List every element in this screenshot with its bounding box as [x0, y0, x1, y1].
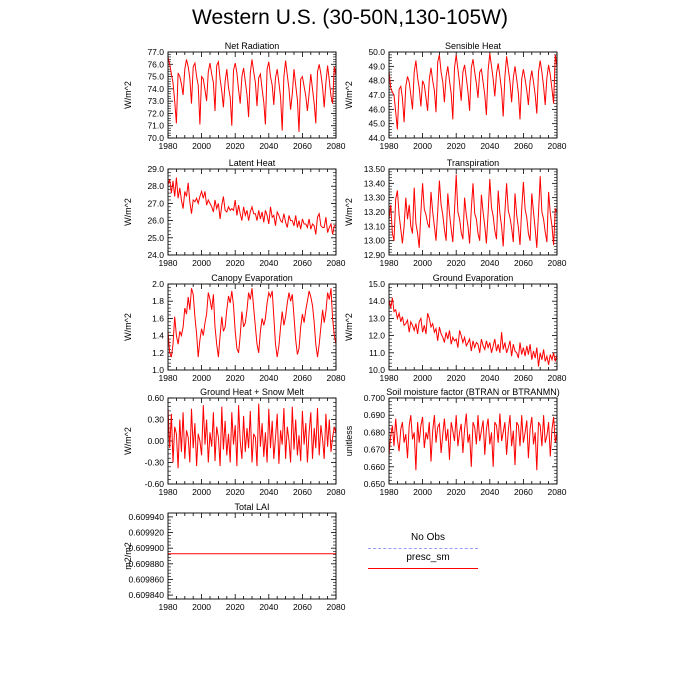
y-tick-label: 0.700	[363, 393, 385, 403]
x-tick-label: 2080	[326, 141, 346, 151]
x-tick-label: 2020	[225, 258, 245, 268]
panel-title: Ground Evaporation	[432, 273, 514, 283]
y-tick-label: 13.40	[363, 178, 385, 189]
x-tick-label: 2060	[292, 258, 312, 268]
y-tick-label: 0.680	[363, 427, 385, 438]
series-line	[389, 298, 557, 367]
x-tick-label: 2040	[259, 373, 279, 383]
x-tick-label: 1980	[158, 487, 178, 497]
x-tick-label: 2080	[326, 373, 346, 383]
x-tick-label: 2060	[513, 373, 533, 383]
y-tick-label: 0.00	[147, 436, 164, 446]
y-tick-label: 47.0	[368, 90, 385, 100]
y-tick-label: 24.0	[147, 250, 164, 260]
y-tick-label: 13.10	[363, 221, 385, 232]
x-tick-label: 2080	[326, 258, 346, 268]
y-tick-label: 77.0	[147, 47, 164, 57]
chart-panel	[123, 387, 346, 497]
x-tick-label: 2060	[513, 258, 533, 268]
x-tick-label: 2000	[192, 373, 212, 383]
x-tick-label: 2000	[192, 487, 212, 497]
series-line	[389, 175, 557, 248]
y-tick-label: 2.0	[152, 279, 164, 289]
x-tick-label: 2020	[446, 141, 466, 151]
panel-title: Soil moisture factor (BTRAN or BTRANMN)	[386, 387, 560, 397]
y-tick-label: 0.690	[363, 410, 385, 421]
legend-obs-line	[368, 548, 478, 549]
x-tick-label: 2080	[547, 258, 567, 268]
y-tick-label: 0.609940	[128, 511, 164, 522]
y-tick-label: 27.0	[147, 198, 164, 209]
x-tick-label: 1980	[379, 487, 399, 497]
x-tick-label: 1980	[379, 141, 399, 151]
x-tick-label: 2020	[225, 602, 245, 612]
y-tick-label: 14.0	[368, 296, 385, 307]
x-tick-label: 2020	[446, 258, 466, 268]
x-tick-label: 2060	[292, 487, 312, 497]
x-tick-label: 2060	[292, 602, 312, 612]
y-tick-label: 50.0	[368, 47, 385, 57]
x-tick-label: 1980	[158, 258, 178, 268]
y-tick-label: 12.90	[363, 250, 385, 260]
x-tick-label: 2040	[480, 258, 500, 268]
y-axis-label: W/m^2	[344, 81, 354, 109]
y-tick-label: 29.0	[147, 164, 164, 174]
y-tick-label: 11.0	[369, 347, 385, 358]
y-tick-label: -0.60	[144, 479, 164, 489]
x-tick-label: 1980	[158, 141, 178, 151]
x-tick-label: 2060	[292, 373, 312, 383]
y-tick-label: 0.650	[363, 479, 385, 489]
y-tick-label: 0.609840	[128, 590, 164, 601]
y-axis-label: W/m^2	[123, 313, 133, 341]
legend-model-label: presc_sm	[406, 552, 450, 563]
x-tick-label: 2040	[259, 602, 279, 612]
plot-frame	[389, 169, 557, 255]
x-tick-label: 2080	[326, 487, 346, 497]
y-tick-label: 73.0	[147, 96, 164, 107]
x-tick-label: 2000	[413, 373, 433, 383]
panel-title: Ground Heat + Snow Melt	[200, 387, 304, 397]
plot-frame	[168, 52, 336, 138]
chart-panel	[344, 387, 567, 497]
x-tick-label: 1980	[158, 373, 178, 383]
y-tick-label: 26.0	[147, 215, 164, 226]
chart-panel	[123, 273, 346, 383]
plot-frame	[168, 169, 336, 255]
x-tick-label: 2020	[225, 487, 245, 497]
y-axis-label: W/m^2	[344, 198, 354, 226]
y-tick-label: 72.0	[147, 108, 164, 119]
x-tick-label: 2000	[413, 141, 433, 151]
y-axis-label: unitless	[344, 425, 354, 457]
legend-obs-label: No Obs	[411, 532, 445, 543]
y-tick-label: 1.4	[152, 330, 164, 341]
y-axis-label: W/m^2	[344, 313, 354, 341]
series-line	[168, 404, 336, 469]
series-line	[168, 178, 336, 235]
legend-model-line	[368, 568, 478, 569]
y-tick-label: 0.670	[363, 444, 385, 455]
y-tick-label: 13.20	[363, 207, 385, 217]
x-tick-label: 1980	[158, 602, 178, 612]
plot-frame	[168, 513, 336, 599]
panel-title: Sensible Heat	[444, 41, 502, 51]
y-tick-label: 0.60	[147, 393, 164, 403]
x-tick-label: 2040	[259, 258, 279, 268]
x-tick-label: 2040	[259, 487, 279, 497]
y-tick-label: 75.0	[147, 71, 164, 82]
y-tick-label: 0.609860	[128, 574, 164, 585]
x-tick-label: 1980	[379, 373, 399, 383]
x-tick-label: 2040	[480, 141, 500, 151]
x-tick-label: 2000	[192, 141, 212, 151]
y-tick-label: 1.8	[152, 296, 164, 307]
series-line	[168, 57, 336, 132]
chart-panel	[344, 273, 567, 383]
y-axis-label: W/m^2	[123, 427, 133, 455]
series-line	[389, 53, 557, 129]
x-tick-label: 2000	[413, 258, 433, 268]
y-tick-label: 10.0	[368, 365, 385, 375]
x-tick-label: 2000	[192, 602, 212, 612]
y-tick-label: 0.609920	[128, 527, 164, 538]
x-tick-label: 2060	[513, 141, 533, 151]
chart-panel	[123, 502, 346, 612]
y-tick-label: 25.0	[147, 232, 164, 243]
series-line	[168, 288, 336, 357]
y-tick-label: 45.0	[368, 118, 385, 129]
y-tick-label: 71.0	[147, 120, 164, 131]
x-tick-label: 2040	[259, 141, 279, 151]
x-tick-label: 1980	[379, 258, 399, 268]
y-tick-label: 1.6	[152, 313, 164, 324]
x-tick-label: 2060	[292, 141, 312, 151]
y-tick-label: 13.50	[363, 164, 385, 174]
x-tick-label: 2040	[480, 373, 500, 383]
panel-title: Canopy Evaporation	[211, 273, 293, 283]
chart-panel	[344, 41, 567, 151]
x-tick-label: 2000	[413, 487, 433, 497]
y-tick-label: 1.2	[152, 347, 164, 358]
chart-panel	[123, 158, 346, 268]
y-tick-label: 28.0	[147, 181, 164, 192]
y-tick-label: -0.30	[144, 457, 164, 468]
y-tick-label: 44.0	[368, 133, 385, 143]
y-tick-label: 13.00	[363, 235, 385, 246]
chart-panel	[344, 158, 567, 268]
x-tick-label: 2040	[480, 487, 500, 497]
y-tick-label: 0.660	[363, 461, 385, 472]
panel-title: Transpiration	[446, 158, 500, 168]
y-tick-label: 70.0	[147, 133, 164, 143]
legend	[368, 530, 488, 580]
y-axis-label: W/m^2	[123, 81, 133, 109]
series-line	[389, 414, 557, 471]
x-tick-label: 2080	[547, 373, 567, 383]
y-tick-label: 49.0	[368, 61, 385, 72]
y-tick-label: 46.0	[368, 104, 385, 115]
x-tick-label: 2020	[446, 373, 466, 383]
chart-panel	[123, 41, 346, 151]
x-tick-label: 2080	[547, 141, 567, 151]
y-axis-label: m2/m2	[123, 542, 133, 570]
x-tick-label: 2020	[225, 373, 245, 383]
y-tick-label: 1.0	[152, 365, 164, 375]
x-tick-label: 2020	[446, 487, 466, 497]
y-tick-label: 76.0	[147, 59, 164, 70]
y-tick-label: 13.30	[363, 192, 385, 203]
figure-title: Western U.S. (30-50N,130-105W)	[192, 6, 508, 29]
y-tick-label: 13.0	[368, 313, 385, 324]
panel-title: Total LAI	[234, 502, 270, 512]
panel-title: Net Radiation	[224, 41, 280, 51]
y-tick-label: 15.0	[368, 279, 385, 289]
x-tick-label: 2080	[547, 487, 567, 497]
x-tick-label: 2080	[326, 602, 346, 612]
y-tick-label: 12.0	[368, 330, 385, 341]
y-tick-label: 0.30	[147, 414, 164, 425]
x-tick-label: 2000	[192, 258, 212, 268]
y-tick-label: 0.609900	[128, 543, 164, 554]
x-tick-label: 2060	[513, 487, 533, 497]
y-axis-label: W/m^2	[123, 198, 133, 226]
y-tick-label: 74.0	[147, 83, 164, 94]
x-tick-label: 2020	[225, 141, 245, 151]
plot-frame	[389, 52, 557, 138]
panel-title: Latent Heat	[228, 158, 276, 168]
y-tick-label: 48.0	[368, 75, 385, 86]
y-tick-label: 0.609880	[128, 558, 164, 569]
